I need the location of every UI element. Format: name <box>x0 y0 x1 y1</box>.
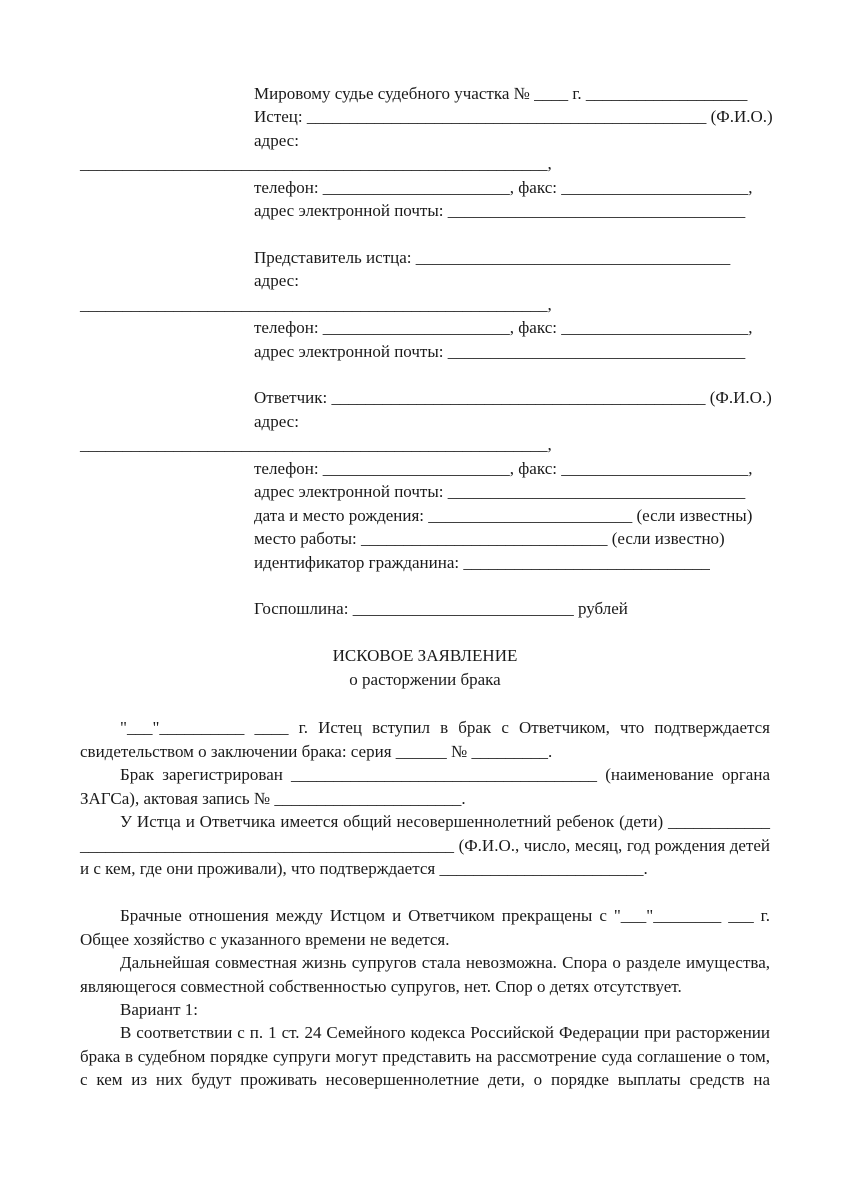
defendant-line: Ответчик: ____________________________________________ (Ф.И.О.) <box>254 388 772 407</box>
representative-phone-fax: телефон: ______________________, факс: ______________________, <box>254 318 753 337</box>
representative-address-label: адрес: <box>254 271 299 290</box>
plaintiff-address-line: _______________________________________________________, <box>80 154 552 173</box>
defendant-address-line: _______________________________________________________, <box>80 435 552 454</box>
paragraph-marriage-date: "___"__________ ____ г. Истец вступил в брак с Ответчиком, что подтверждается свидетельством о заключении брака: серия ______ № _________. <box>80 718 770 761</box>
paragraph-registration: Брак зарегистрирован ____________________________________ (наименование органа ЗАГСа), актовая запись № ______________________. <box>80 765 770 808</box>
defendant-address-label: адрес: <box>254 412 299 431</box>
paragraph-relations-ended: Брачные отношения между Истцом и Ответчиком прекращены с "___"________ ___ г. Общее хозяйство с указанного времени не ведется. <box>80 906 770 949</box>
variant-label: Вариант 1: <box>120 1000 199 1019</box>
defendant-email: адрес электронной почты: ___________________________________ <box>254 482 746 501</box>
plaintiff-email: адрес электронной почты: ___________________________________ <box>254 201 746 220</box>
representative-address-line: _______________________________________________________, <box>80 295 552 314</box>
paragraph-children: У Истца и Ответчика имеется общий несовершеннолетний ребенок (дети) ____________ ____________________________________________ (Ф.И.О., число, месяц, год рождения детей и с кем, где они проживали), что подтверждается ________________________. <box>80 812 770 878</box>
defendant-citizen-id: идентификатор гражданина: _____________________________ <box>254 553 710 572</box>
paragraph-no-dispute: Дальнейшая совместная жизнь супругов стала невозможна. Спора о разделе имущества, являющегося совместной собственностью супругов, нет. Спор о детях отсутствует. <box>80 953 770 996</box>
plaintiff-line: Истец: _______________________________________________ (Ф.И.О.) <box>254 107 773 126</box>
plaintiff-address-label: адрес: <box>254 131 299 150</box>
defendant-workplace: место работы: _____________________________ (если известно) <box>254 529 725 548</box>
state-duty-line: Госпошлина: __________________________ рублей <box>254 599 628 618</box>
representative-line: Представитель истца: _____________________________________ <box>254 248 731 267</box>
paragraph-family-code: В соответствии с п. 1 ст. 24 Семейного кодекса Российской Федерации при расторжении брака в судебном порядке супруги могут представить на рассмотрение суда соглашение о том, с кем из них будут проживать несовершеннолетние дети, о порядке выплаты средств на <box>80 1023 770 1089</box>
representative-email: адрес электронной почты: ___________________________________ <box>254 342 746 361</box>
document-subtitle: о расторжении брака <box>349 670 501 689</box>
defendant-birth: дата и место рождения: ________________________ (если известны) <box>254 506 753 525</box>
defendant-phone-fax: телефон: ______________________, факс: ______________________, <box>254 459 753 478</box>
judge-line: Мировому судье судебного участка № ____ г. ___________________ <box>254 84 748 103</box>
document-title: ИСКОВОЕ ЗАЯВЛЕНИЕ <box>332 646 518 665</box>
plaintiff-phone-fax: телефон: ______________________, факс: ______________________, <box>254 178 753 197</box>
